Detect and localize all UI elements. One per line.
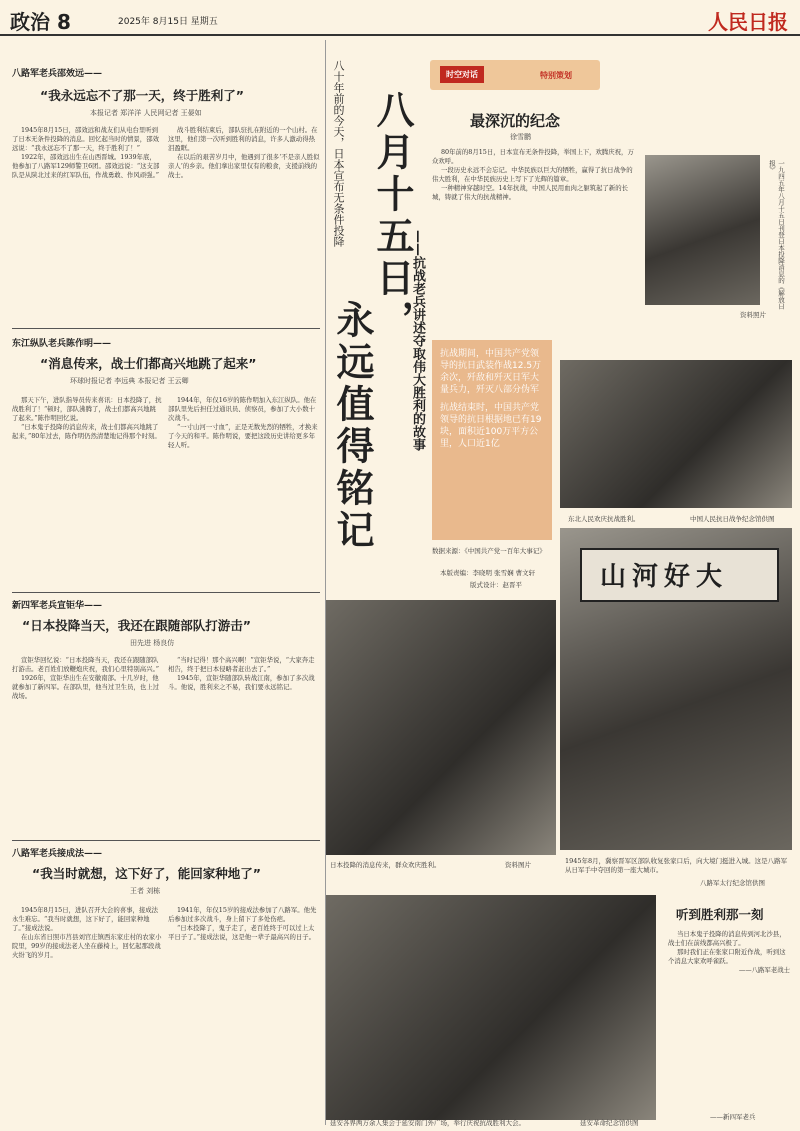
article4-para: 1945年8月15日，进队召开大会的喜事，接成法永生难忘。“我当时就想，这下好了，能回家种地了。”接成法说。 xyxy=(12,906,159,933)
article1-kicker: 八路军老兵邵效远—— xyxy=(12,69,103,79)
gate-inscription: 山河好大 xyxy=(600,562,729,592)
side-story-headline: 听到胜利那一刻 xyxy=(676,907,764,922)
article4-para: “日本投降了，鬼子走了，老百姓终于可以过上太平日子了。”接成法说，这是他一辈子最高兴的日子。 xyxy=(168,924,316,942)
article1-body-right xyxy=(168,126,320,181)
article2-headline: “消息传来，战士们都高兴地跳了起来” xyxy=(40,356,257,371)
center-photo-caption: 日本投降的消息传来，群众欢庆胜利。 xyxy=(330,861,441,869)
article2-para: 那天下午，进队指导员传来喜讯：日本投降了，抗战胜利了！“顿时，部队沸腾了，战士们都高兴地跳了起来。”陈作明回忆说。 xyxy=(12,396,162,423)
article-divider xyxy=(12,592,320,593)
feature-badge-sub: 特别策划 xyxy=(540,71,572,80)
feature-body xyxy=(432,148,637,203)
feature-para: 80年前的8月15日，日本宣布无条件投降，举国上下，欢腾庆祝，万众欢呼。 xyxy=(432,148,634,166)
side-story-body xyxy=(668,930,790,975)
stat-item: 抗战结束时，中国共产党领导的抗日根据地已有19块，面积近100万平方公里，人口近1亿 xyxy=(440,403,542,449)
article1-body-left xyxy=(12,126,162,181)
feature-badge: 时空对话 xyxy=(440,66,484,83)
article3-body-right xyxy=(168,656,320,692)
article3-byline: 田先进 杨良仿 xyxy=(130,639,175,647)
newspaper-caption: 一九四五年八月十五日刊登日本投降消息的《解放日报》 xyxy=(768,160,785,310)
article1-para: 在以后的艰苦岁月中，他遇到了很多‘不是亲人胜似亲人’的乡亲。他们拿出家里仅有的粮食，支援前线的战士。 xyxy=(168,153,320,180)
crowd-photo-caption: 东北人民欢庆抗战胜利。 xyxy=(568,515,640,523)
article4-body-right xyxy=(168,906,320,942)
victory-celebration-photo xyxy=(326,600,556,855)
feature-para: 一种精神穿越时空。14年抗战，中国人民用血肉之躯筑起了新的长城，铸就了伟大的抗战精神。 xyxy=(432,184,629,202)
article-divider xyxy=(12,840,320,841)
article1-para: 1945年8月15日，邵效远和战友们从电台里听到了日本无条件投降的消息。回忆起当时的情景，邵效远说：“我永远忘不了那一天，终于胜利了！” xyxy=(12,126,159,153)
article-divider xyxy=(12,328,320,329)
article3-para: 1945年，宣钜华随部队转战江南，参加了多次战斗。他说，胜利来之不易，我们要永远铭记。 xyxy=(168,674,315,692)
article3-para: 1926年，宣钜华出生在安徽南部。十几岁时，他就参加了新四军。在部队里，他当过卫生员，也上过战场。 xyxy=(12,674,159,701)
crowd-photo-credit: 中国人民抗日战争纪念馆供图 xyxy=(690,515,775,523)
feature-title: 最深沉的纪念 xyxy=(470,112,561,130)
article3-para: “当时记得！那个高兴啊！”宣钜华说，“大家奔走相告，终于把日本侵略者赶出去了。” xyxy=(168,656,315,674)
article4-para: 1941年，年仅15岁的接成法参加了八路军。他先后参加过多次战斗，身上留下了多处伤疤。 xyxy=(168,906,317,924)
article4-body-left xyxy=(12,906,162,961)
stats-source: 数据来源：《中国共产党一百年大事记》 xyxy=(432,547,546,555)
side-story-para: ——八路军老战士 xyxy=(738,966,790,975)
article4-para: 在山东省日照市莒县刘官庄镇西东家庄村的农家小院里，99岁的接成法老人坐在藤椅上，回忆起那段战火纷飞的岁月。 xyxy=(12,933,162,960)
article2-kicker: 东江纵队老兵陈作明—— xyxy=(12,339,112,349)
stat-item: 抗战期间，中国共产党领导的抗日武装作战12.5万余次，歼敌和歼灭日军大量兵力，歼灭八部分伪军 xyxy=(440,349,542,395)
editors-credit: 本版责编：李晓明 张雪娴 曹文轩 xyxy=(440,569,536,577)
yanan-rally-photo xyxy=(326,895,656,1120)
brand-logo: 人民日报 xyxy=(708,10,788,34)
issue-date: 2025年 8月15日 星期五 xyxy=(118,17,218,27)
gate-photo-credit: 八路军太行纪念馆供图 xyxy=(700,879,765,887)
liberation-daily-newspaper-image xyxy=(645,155,760,305)
newspaper-credit: 资料照片 xyxy=(740,311,766,319)
side-story-para: 当日本鬼子投降的消息传到河北沙县，战士们在前线都高兴极了。 xyxy=(668,930,786,948)
center-photo-credit: 资料图片 xyxy=(505,861,531,869)
article2-para: “一寸山河一寸血”，正是无数先烈的牺牲，才换来了今天的和平。陈作明说，要把这段历史讲给更多年轻人听。 xyxy=(168,423,318,450)
article1-para: 战斗胜利结束后，部队驻扎在附近的一个山村。在这里，他们第一次听到胜利的消息，许多人激动得热泪盈眶。 xyxy=(168,126,318,153)
side-story-para: 那时我们正在张家口附近作战，听到这个消息大家欢呼雀跃。 xyxy=(668,948,786,966)
rally-photo-credit: 延安革命纪念馆供图 xyxy=(580,1119,639,1127)
section-title: 政治 8 xyxy=(10,10,71,34)
article4-kicker: 八路军老兵接成法—— xyxy=(12,849,103,859)
article4-byline: 王者 刘栋 xyxy=(130,887,161,895)
article2-byline: 环球时报记者 李远典 本报记者 王云卿 xyxy=(70,377,189,385)
article3-headline: “日本投降当天，我还在跟随部队打游击” xyxy=(22,618,251,633)
article1-byline: 本报记者 郑洋洋 人民网记者 王晏如 xyxy=(90,109,202,117)
main-subtitle-vertical: ——抗战老兵讲述夺取伟大胜利的故事 xyxy=(410,230,425,451)
article4-headline: “我当时就想，这下好了，能回家种地了” xyxy=(32,866,261,881)
stats-box xyxy=(432,340,552,540)
article3-para: 宣钜华回忆说：“日本投降当天，我还在跟随部队打游击。老百姓们放鞭炮庆祝，我们心里特别高兴。” xyxy=(12,656,160,674)
article2-body-left xyxy=(12,396,162,441)
gate-photo-caption: 1945年8月，冀察晋军区部队收复张家口后，向大境门挺进入城。这是八路军从日军手中夺回的第一座大城市。 xyxy=(565,857,788,874)
article2-para: 1944年，年仅16岁的陈作明加入东江纵队。他在部队里先后担任过通讯员、侦察员，参加了大小数十次战斗。 xyxy=(168,396,317,423)
feature-para: 一段历史永远不会忘记。中华民族以巨大的牺牲，赢得了抗日战争的伟大胜利，在中华民族历史上写下了光辉的篇章。 xyxy=(432,166,633,184)
side-story-signoff: ——新四军老兵 xyxy=(710,1113,756,1121)
main-title-line1: 八月十五日， xyxy=(370,90,415,342)
main-title-line2: 永远值得铭记 xyxy=(330,300,375,552)
article3-body-left xyxy=(12,656,162,701)
design-credit: 版式设计：赵晋平 xyxy=(470,581,522,589)
article1-headline: “我永远忘不了那一天，终于胜利了” xyxy=(40,88,244,103)
article1-para: 1922年，邵效远出生在山西晋城。1939年底，他参加了八路军129师警卫6团。邵效远说：“这支部队是从陕北过来的红军队伍，作战勇敢、作风顽强。” xyxy=(12,153,160,180)
northeast-celebration-photo xyxy=(560,360,792,508)
article3-kicker: 新四军老兵宣钜华—— xyxy=(12,601,103,611)
article2-body-right xyxy=(168,396,320,451)
article2-para: “日本鬼子投降的消息传来，战士们都高兴地跳了起来，”80年过去，陈作明仍然清楚地记得那个时刻。 xyxy=(12,423,161,441)
feature-author: 徐雪鹏 xyxy=(510,133,531,141)
center-kicker-vertical: 八十年前的今天，日本宣布无条件投降 xyxy=(332,60,345,247)
rally-photo-caption: 延安各界两万余人集会于延安南门外广场，举行庆祝抗战胜利大会。 xyxy=(330,1119,525,1127)
